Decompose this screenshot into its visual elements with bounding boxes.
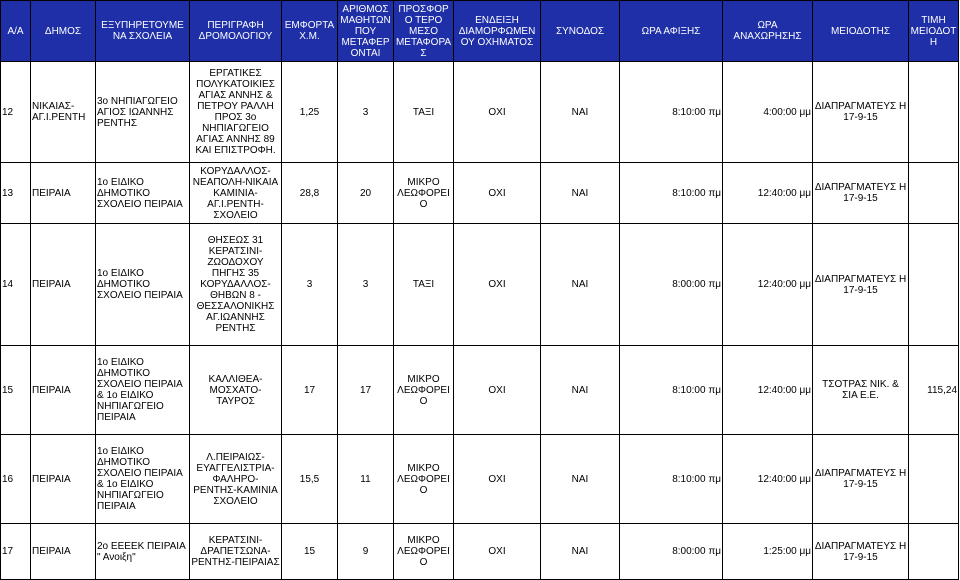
cell-schools: 1ο ΕΙΔΙΚΟ ΔΗΜΟΤΙΚΟ ΣΧΟΛΕΙΟ ΠΕΙΡΑΙΑ	[96, 224, 190, 346]
cell-schools: 1ο ΕΙΔΙΚΟ ΔΗΜΟΤΙΚΟ ΣΧΟΛΕΙΟ ΠΕΙΡΑΙΑ & 1ο ΕΙΔΙΚΟ ΝΗΠΙΑΓΩΓΕΙΟ ΠΕΙΡΑΙΑ	[96, 346, 190, 435]
cell-provider: ΔΙΑΠΡΑΓΜΑΤΕΥΣ Η 17-9-15	[813, 62, 909, 163]
cell-dimos: ΠΕΙΡΑΙΑ	[31, 163, 96, 224]
cell-dimos: ΠΕΙΡΑΙΑ	[31, 524, 96, 580]
cell-price	[909, 62, 959, 163]
cell-vehicle: ΤΑΞΙ	[394, 62, 454, 163]
cell-config: ΟΧΙ	[454, 163, 541, 224]
cell-km: 28,8	[282, 163, 338, 224]
cell-price	[909, 163, 959, 224]
cell-schools: 3ο ΝΗΠΙΑΓΩΓΕΙΟ ΑΓΙΟΣ ΙΩΑΝΝΗΣ ΡΕΝΤΗΣ	[96, 62, 190, 163]
header-schools: ΕΞΥΠΗΡΕΤΟΥΜΕ ΝΑ ΣΧΟΛΕΙΑ	[96, 1, 190, 62]
cell-escort: ΝΑΙ	[541, 435, 620, 524]
cell-schools: 1ο ΕΙΔΙΚΟ ΔΗΜΟΤΙΚΟ ΣΧΟΛΕΙΟ ΠΕΙΡΑΙΑ & 1ο ΕΙΔΙΚΟ ΝΗΠΙΑΓΩΓΕΙΟ ΠΕΙΡΑΙΑ	[96, 435, 190, 524]
cell-schools: 2ο ΕΕΕΕΚ ΠΕΙΡΑΙΑ " Ανοιξη"	[96, 524, 190, 580]
cell-escort: ΝΑΙ	[541, 524, 620, 580]
cell-students: 9	[338, 524, 394, 580]
cell-schools: 1ο ΕΙΔΙΚΟ ΔΗΜΟΤΙΚΟ ΣΧΟΛΕΙΟ ΠΕΙΡΑΙΑ	[96, 163, 190, 224]
cell-dimos: ΠΕΙΡΑΙΑ	[31, 346, 96, 435]
cell-aa: 16	[1, 435, 31, 524]
table-header	[1, 1, 959, 62]
header-row	[1, 1, 959, 62]
cell-aa: 17	[1, 524, 31, 580]
header-vehicle: ΠΡΟΣΦΟΡΟ ΤΕΡΟ ΜΕΣΟ ΜΕΤΑΦΟΡΑ Σ	[394, 1, 454, 62]
cell-provider: ΔΙΑΠΡΑΓΜΑΤΕΥΣ Η 17-9-15	[813, 524, 909, 580]
header-departure: ΩΡΑ ΑΝΑΧΩΡΗΣΗΣ	[723, 1, 813, 62]
cell-dimos: ΝΙΚΑΙΑΣ-ΑΓ.Ι.ΡΕΝΤΗ	[31, 62, 96, 163]
cell-price: 115,24	[909, 346, 959, 435]
cell-vehicle: ΤΑΞΙ	[394, 224, 454, 346]
cell-aa: 15	[1, 346, 31, 435]
cell-arrival: 8:00:00 πμ	[620, 524, 723, 580]
cell-provider: ΤΣΟΤΡΑΣ ΝΙΚ. & ΣΙΑ Ε.Ε.	[813, 346, 909, 435]
cell-config: ΟΧΙ	[454, 524, 541, 580]
cell-vehicle: ΜΙΚΡΟ ΛΕΩΦΟΡΕΙΟ	[394, 346, 454, 435]
cell-aa: 14	[1, 224, 31, 346]
header-config: ΕΝΔΕΙΞΗ ΔΙΑΜΟΡΦΩΜΕΝ ΟΥ ΟΧΗΜΑΤΟΣ	[454, 1, 541, 62]
cell-route: ΚΑΛΛΙΘΕΑ-ΜΟΣΧΑΤΟ-ΤΑΥΡΟΣ	[190, 346, 282, 435]
cell-students: 3	[338, 224, 394, 346]
header-km: ΕΜΦΟΡΤΑ Χ.Μ.	[282, 1, 338, 62]
cell-arrival: 8:10:00 πμ	[620, 346, 723, 435]
cell-escort: ΝΑΙ	[541, 224, 620, 346]
cell-arrival: 8:10:00 πμ	[620, 435, 723, 524]
cell-escort: ΝΑΙ	[541, 346, 620, 435]
cell-students: 20	[338, 163, 394, 224]
cell-departure: 12:40:00 μμ	[723, 163, 813, 224]
cell-price	[909, 524, 959, 580]
cell-vehicle: ΜΙΚΡΟ ΛΕΩΦΟΡΕΙΟ	[394, 163, 454, 224]
cell-vehicle: ΜΙΚΡΟ ΛΕΩΦΟΡΕΙΟ	[394, 435, 454, 524]
cell-route: ΘΗΣΕΩΣ 31 ΚΕΡΑΤΣΙΝΙ-ΖΩΟΔΟΧΟΥ ΠΗΓΗΣ 35 ΚΟΡΥΔΑΛΛΟΣ-ΘΗΒΩΝ 8 - ΘΕΣΣΑΛΟΝΙΚΗΣ ΑΓ.ΙΩΑΝΝΗΣ ΡΕΝΤΗΣ	[190, 224, 282, 346]
cell-route: ΕΡΓΑΤΙΚΕΣ ΠΟΛΥΚΑΤΟΙΚΙΕΣ ΑΓΙΑΣ ΑΝΝΗΣ & ΠΕΤΡΟΥ ΡΑΛΛΗ ΠΡΟΣ 3ο ΝΗΠΙΑΓΩΓΕΙΟ ΑΓΙΑΣ ΑΝΝΗΣ 89 ΚΑΙ ΕΠΙΣΤΡΟΦΗ.	[190, 62, 282, 163]
cell-km: 3	[282, 224, 338, 346]
cell-students: 3	[338, 62, 394, 163]
cell-price	[909, 224, 959, 346]
cell-aa: 13	[1, 163, 31, 224]
cell-route: ΚΕΡΑΤΣΙΝΙ-ΔΡΑΠΕΤΣΩΝΑ-ΡΕΝΤΗΣ-ΠΕΙΡΑΙΑΣ	[190, 524, 282, 580]
cell-vehicle: ΜΙΚΡΟ ΛΕΩΦΟΡΕΙΟ	[394, 524, 454, 580]
table-row	[1, 524, 959, 580]
cell-departure: 12:40:00 μμ	[723, 435, 813, 524]
cell-escort: ΝΑΙ	[541, 163, 620, 224]
header-price: ΤΙΜΗ ΜΕΙΟΔΟΤΗ	[909, 1, 959, 62]
cell-aa: 12	[1, 62, 31, 163]
header-provider: ΜΕΙΟΔΟΤΗΣ	[813, 1, 909, 62]
table-row	[1, 62, 959, 163]
cell-students: 11	[338, 435, 394, 524]
cell-km: 15,5	[282, 435, 338, 524]
cell-dimos: ΠΕΙΡΑΙΑ	[31, 435, 96, 524]
table-row	[1, 435, 959, 524]
table-row	[1, 163, 959, 224]
header-dimos: ΔΗΜΟΣ	[31, 1, 96, 62]
cell-escort: ΝΑΙ	[541, 62, 620, 163]
cell-km: 1,25	[282, 62, 338, 163]
cell-arrival: 8:00:00 πμ	[620, 224, 723, 346]
cell-config: ΟΧΙ	[454, 62, 541, 163]
cell-departure: 1:25:00 μμ	[723, 524, 813, 580]
cell-departure: 12:40:00 μμ	[723, 346, 813, 435]
cell-route: Λ.ΠΕΙΡΑΙΩΣ-ΕΥΑΓΓΕΛΙΣΤΡΙΑ-ΦΑΛΗΡΟ-ΡΕΝΤΗΣ-ΚΑΜΙΝΙΑ ΣΧΟΛΕΙΟ	[190, 435, 282, 524]
header-aa: Α/Α	[1, 1, 31, 62]
header-route: ΠΕΡΙΓΡΑΦΗ ΔΡΟΜΟΛΟΓΙΟΥ	[190, 1, 282, 62]
header-students: ΑΡΙΘΜΟΣ ΜΑΘΗΤΩΝ ΠΟΥ ΜΕΤΑΦΕΡ ΟΝΤΑΙ	[338, 1, 394, 62]
cell-departure: 12:40:00 μμ	[723, 224, 813, 346]
cell-provider: ΔΙΑΠΡΑΓΜΑΤΕΥΣ Η 17-9-15	[813, 224, 909, 346]
cell-config: ΟΧΙ	[454, 435, 541, 524]
cell-config: ΟΧΙ	[454, 346, 541, 435]
cell-provider: ΔΙΑΠΡΑΓΜΑΤΕΥΣ Η 17-9-15	[813, 163, 909, 224]
cell-departure: 4:00:00 μμ	[723, 62, 813, 163]
table-body	[1, 62, 959, 580]
cell-arrival: 8:10:00 πμ	[620, 62, 723, 163]
cell-price	[909, 435, 959, 524]
cell-students: 17	[338, 346, 394, 435]
cell-dimos: ΠΕΙΡΑΙΑ	[31, 224, 96, 346]
cell-km: 15	[282, 524, 338, 580]
table-row	[1, 224, 959, 346]
cell-km: 17	[282, 346, 338, 435]
cell-config: ΟΧΙ	[454, 224, 541, 346]
cell-route: ΚΟΡΥΔΑΛΛΟΣ-ΝΕΑΠΟΛΗ-ΝΙΚΑΙΑ ΚΑΜΙΝΙΑ-ΑΓ.Ι.ΡΕΝΤΗ-ΣΧΟΛΕΙΟ	[190, 163, 282, 224]
cell-arrival: 8:10:00 πμ	[620, 163, 723, 224]
header-arrival: ΩΡΑ ΑΦΙΞΗΣ	[620, 1, 723, 62]
cell-provider: ΔΙΑΠΡΑΓΜΑΤΕΥΣ Η 17-9-15	[813, 435, 909, 524]
table-row	[1, 346, 959, 435]
header-escort: ΣΥΝΟΔΟΣ	[541, 1, 620, 62]
